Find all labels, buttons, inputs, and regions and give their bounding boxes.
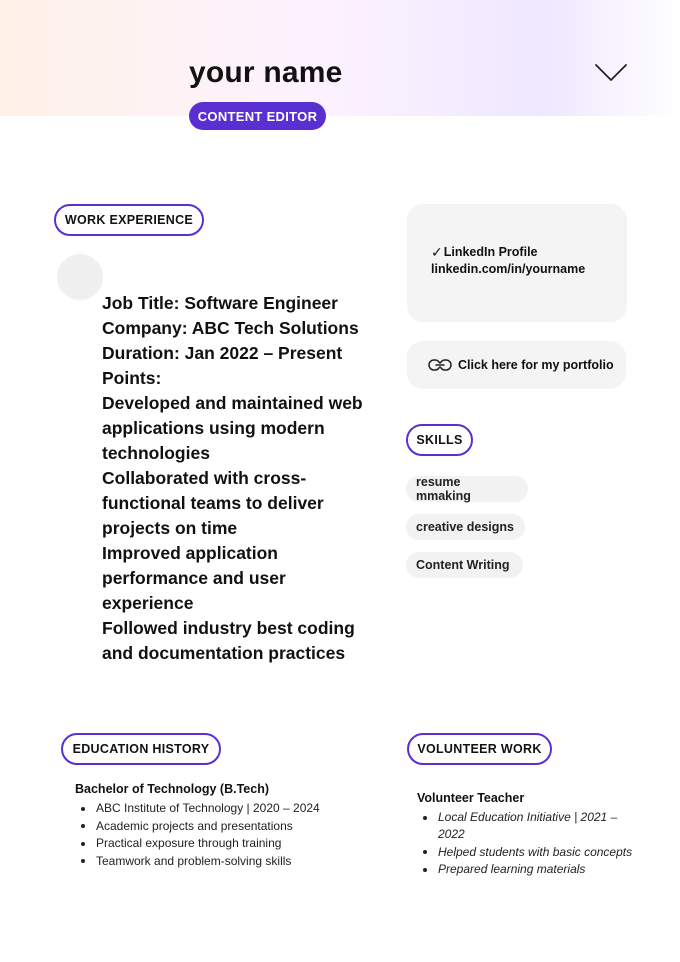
list-item: Academic projects and presentations — [75, 818, 325, 835]
education-list — [75, 800, 325, 870]
role-badge: CONTENT EDITOR — [189, 102, 326, 130]
linkedin-title — [431, 244, 627, 261]
work-experience-heading: WORK EXPERIENCE — [54, 204, 204, 236]
work-experience-details — [102, 291, 367, 666]
portfolio-label: Click here for my portfolio — [458, 358, 614, 372]
linkedin-url[interactable]: linkedin.com/in/yourname — [431, 262, 586, 276]
list-item: Local Education Initiative | 2021 – 2022 — [417, 809, 637, 843]
portfolio-link-button[interactable] — [407, 341, 626, 389]
work-point: Followed industry best coding and documentation practices — [102, 618, 355, 663]
check-icon: ✓ — [431, 244, 443, 260]
volunteer-list — [417, 809, 637, 878]
list-item: Prepared learning materials — [417, 861, 637, 878]
degree-title: Bachelor of Technology (B.Tech) — [75, 782, 269, 796]
volunteer-title: Volunteer Teacher — [417, 791, 525, 805]
resume-name: your name — [189, 56, 343, 89]
skill-chip: Content Writing — [406, 552, 523, 578]
work-point: Improved application performance and user experience — [102, 543, 286, 613]
duration: Duration: Jan 2022 – Present — [102, 343, 343, 363]
link-icon — [428, 358, 452, 372]
points-label: Points: — [102, 368, 162, 388]
job-title: Job Title: Software Engineer — [102, 293, 338, 313]
work-point: Collaborated with cross-functional teams to deliver projects on time — [102, 468, 324, 538]
skills-heading: SKILLS — [406, 424, 473, 456]
linkedin-card[interactable] — [407, 204, 627, 322]
list-item: Practical exposure through training — [75, 835, 325, 852]
list-item: Helped students with basic concepts — [417, 844, 637, 861]
list-item: ABC Institute of Technology | 2020 – 2024 — [75, 800, 325, 817]
education-section — [75, 781, 325, 870]
company: Company: ABC Tech Solutions — [102, 318, 359, 338]
skill-chip: creative designs — [406, 514, 525, 540]
decorative-circle — [57, 254, 103, 300]
list-item: Teamwork and problem-solving skills — [75, 853, 325, 870]
work-point: Developed and maintained web applications using modern technologies — [102, 393, 363, 463]
linkedin-label: LinkedIn Profile — [443, 245, 538, 259]
volunteer-section — [417, 790, 637, 879]
skill-chip: resume mmaking — [406, 476, 528, 502]
volunteer-heading: VOLUNTEER WORK — [407, 733, 552, 765]
chevron-down-icon[interactable] — [594, 62, 628, 84]
education-heading: EDUCATION HISTORY — [61, 733, 221, 765]
